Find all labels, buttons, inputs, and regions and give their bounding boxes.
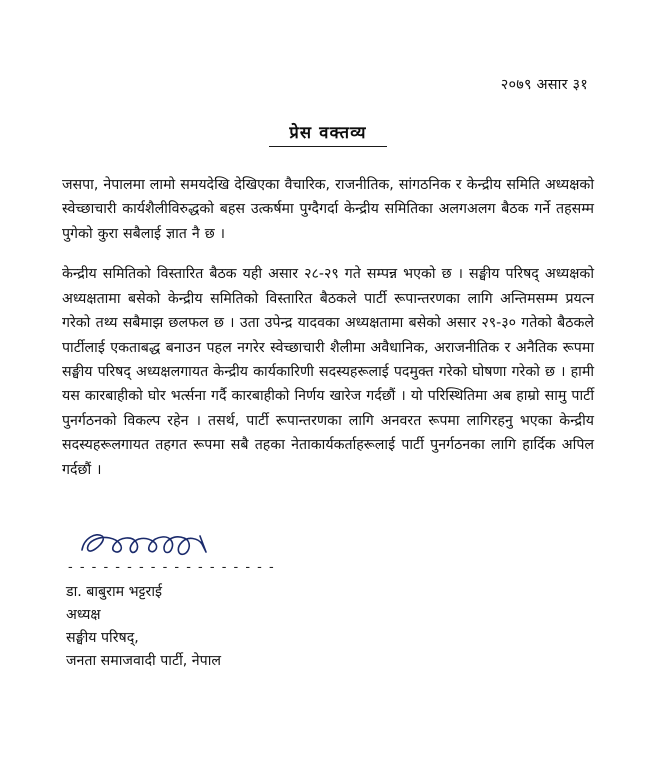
signature-rule: - - - - - - - - - - - - - - - - - - [68, 560, 276, 576]
signatory-post: अध्यक्ष [66, 607, 101, 624]
paragraph-2: केन्द्रीय समितिको विस्तारित बैठक यही असार २८-२९ गते सम्पन्न भएको छ । सङ्घीय परिषद् अध्यक्षको अध्यक्षतामा बसेको केन्द्रीय समितिको विस्तारित बैठकले पार्टी रूपान्तरणका लागि अन्तिमसम्म प्रयत्न गरेको तथ्य सबैमाझ छलफल छ । उता उपेन्द्र यादवका अध्यक्षतामा बसेको असार २९-३० गतेको बैठकले पार्टीलाई एकताबद्ध बनाउन पहल नगरेर स्वेच्छाचारी शैलीमा अवैधानिक, अराजनीतिक र अनैतिक रूपमा सङ्घीय परिषद् अध्यक्षलगायत केन्द्रीय कार्यकारिणी सदस्यहरूलाई पदमुक्त गरेको घोषणा गरेको छ । हामी यस कारबाहीको घोर भर्त्सना गर्दै कारबाहीको निर्णय खारेज गर्दछौं । यो परिस्थितिमा अब हाम्रो सामु पार्टी पुनर्गठनको विकल्प रहेन । तसर्थ, पार्टी रूपान्तरणका लागि अनवरत रूपमा लागिरहनु भएका केन्द्रीय सदस्यहरूलगायत तहगत रूपमा सबै तहका नेताकार्यकर्ताहरूलाई पार्टी पुनर्गठनका लागि हार्दिक अपिल गर्दछौं । [62, 266, 594, 478]
page-title: प्रेस वक्तव्य [289, 123, 367, 142]
document-body [62, 173, 594, 482]
title-underline [269, 146, 387, 147]
signatory-body: सङ्घीय परिषद्, [66, 630, 139, 647]
signatory-name: डा. बाबुराम भट्टराई [66, 584, 162, 601]
paragraph-1: जसपा, नेपालमा लामो समयदेखि देखिएका वैचारिक, राजनीतिक, सांगठनिक र केन्द्रीय समिति अध्यक्षको स्वेच्छाचारी कार्यशैलीविरुद्धको बहस उत्कर्षमा पुग्दैगर्दा केन्द्रीय समितिका अलगअलग बैठक गर्ने तहसम्म पुगेको कुरा सबैलाई ज्ञात नै छ । [62, 177, 594, 242]
signatory-party: जनता समाजवादी पार्टी, नेपाल [66, 653, 222, 670]
signatory-details [66, 581, 594, 673]
document-title-wrap [62, 120, 594, 147]
handwritten-signature-icon [66, 524, 246, 564]
document-date: २०७९ असार ३१ [500, 77, 588, 93]
signature-block [62, 524, 594, 673]
